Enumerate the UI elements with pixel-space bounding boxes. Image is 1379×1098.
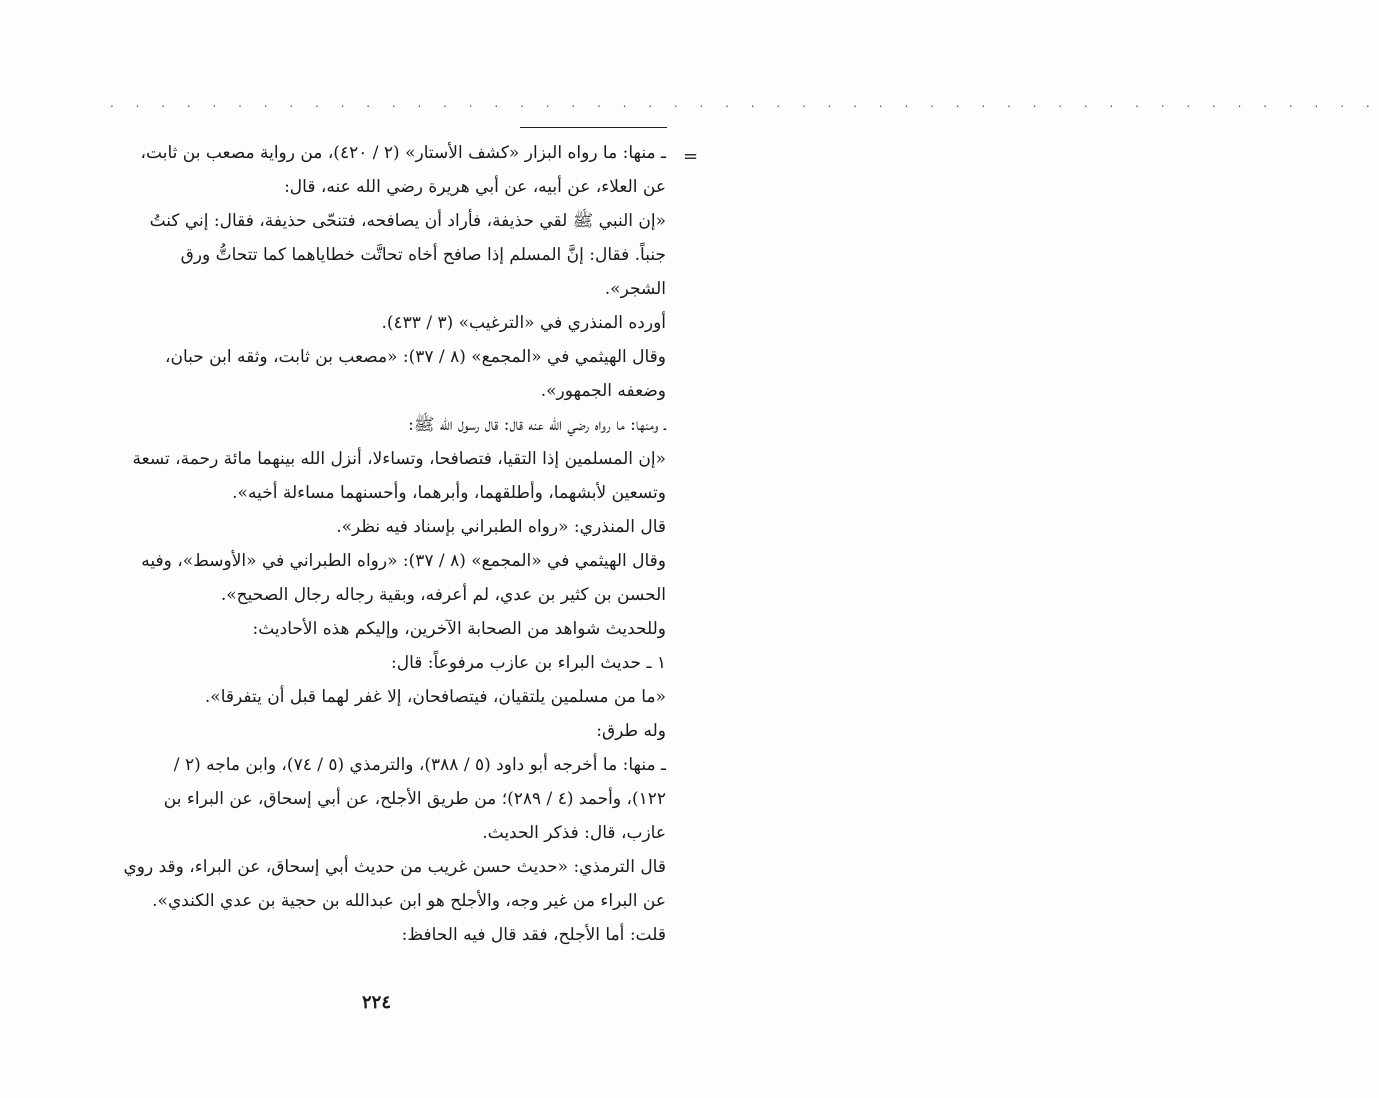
text-line: الشجر». [604,279,666,299]
text-line: الحسن بن كثير بن عدي، لم أعرفه، وبقية رجاله رجال الصحيح». [220,585,666,605]
margin-mark: = [683,146,699,167]
text-line: وضعفه الجمهور». [540,381,666,401]
page-number: ٢٢٤ [361,992,391,1013]
text-line: ١٢٢)، وأحمد (٤ / ٢٨٩)؛ من طريق الأجلح، عن أبي إسحاق، عن البراء بن [163,789,666,809]
text-line: وللحديث شواهد من الصحابة الآخرين، وإليكم هذه الأحاديث: [252,619,666,639]
text-line: عن العلاء، عن أبيه، عن أبي هريرة رضي الله عنه، قال: [284,177,666,197]
text-line: وقال الهيثمي في «المجمع» (٨ / ٣٧): «رواه الطبراني في «الأوسط»، وفيه [141,551,666,571]
text-line: «ما من مسلمين يلتقيان، فيتصافحان، إلا غفر لهما قبل أن يتفرقا». [204,687,666,707]
text-line: ـ منها: ما أخرجه أبو داود (٥ / ٣٨٨)، والترمذي (٥ / ٧٤)، وابن ماجه (٢ / [173,755,666,775]
text-line: ١ ـ حديث البراء بن عازب مرفوعاً: قال: [391,653,666,673]
text-line: ـ ومنها: ما رواه رضي الله عنه قال: قال رسول الله ﷺ: [408,415,666,435]
header-rule [520,127,667,128]
text-line: قال الترمذي: «حديث حسن غريب من حديث أبي إسحاق، عن البراء، وقد روي [123,857,666,877]
text-line: عن البراء من غير وجه، والأجلح هو ابن عبدالله بن حجية بن عدي الكندي». [152,891,666,911]
text-line: جنباً. فقال: إنَّ المسلم إذا صافح أخاه تحاتَّت خطاياهما كما تتحاتُّ ورق [180,245,666,265]
text-line: وله طرق: [596,721,666,741]
text-line: «إن النبي ﷺ لقي حذيفة، فأراد أن يصافحه، فتنحّى حذيفة، فقال: إني كنتُ [149,211,666,231]
text-line: «إن المسلمين إذا التقيا، فتصافحا، وتساءلا، أنزل الله بينهما مائة رحمة، تسعة [132,449,666,469]
text-line: وقال الهيثمي في «المجمع» (٨ / ٣٧): «مصعب بن ثابت، وثقه ابن حبان، [164,347,666,367]
text-line: ـ منها: ما رواه البزار «كشف الأستار» (٢ / ٤٢٠)، من رواية مصعب بن ثابت، [140,143,666,163]
text-line: وتسعين لأبشهما، وأطلقهما، وأبرهما، وأحسنهما مساءلة أخيه». [232,483,666,503]
text-line: قال المنذري: «رواه الطبراني بإسناد فيه نظر». [336,517,666,537]
header-dotted-rule: . . . . . . . . . . . . . . . . . . . . . . . . . . . . . . . . . . . . . . . . . . . . . . . . . . [110,96,1379,110]
text-line: قلت: أما الأجلح، فقد قال فيه الحافظ: [401,925,666,945]
text-line: عازب، قال: فذكر الحديث. [482,823,666,843]
text-line: أورده المنذري في «الترغيب» (٣ / ٤٣٣). [381,313,666,333]
body-text [96,136,666,952]
